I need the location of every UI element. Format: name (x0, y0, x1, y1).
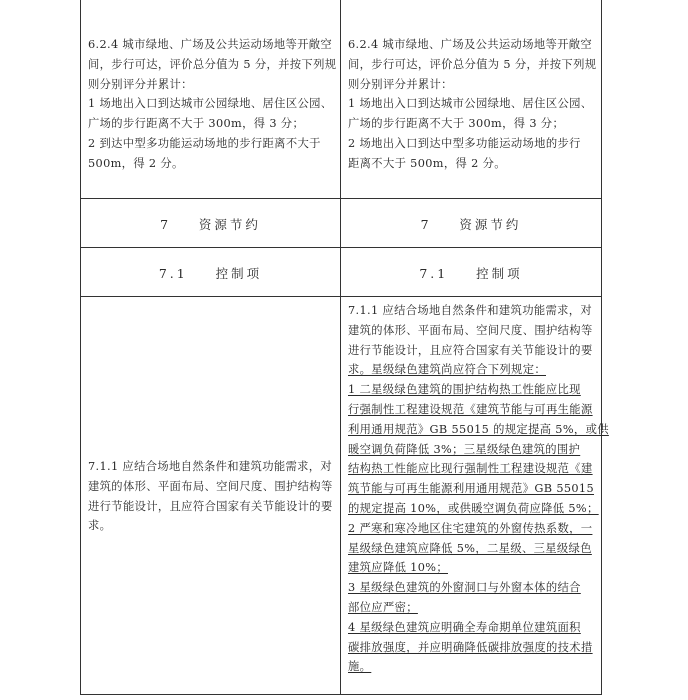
clause-line: 间，步行可达，评价总分值为 5 分，并按下列规 (348, 57, 597, 71)
clause-line: 进行节能设计，且应符合国家有关节能设计的要 (348, 343, 593, 357)
table-row-6-2-4 (81, 0, 601, 198)
chapter-heading-revised: 7 资源节约 (420, 217, 522, 232)
clause-line-revision: 利用通用规范》GB 55015 的规定提高 5%，或供 (348, 422, 609, 436)
clause-line: 2 到达中型多功能运动场地的步行距离不大于 (88, 136, 321, 150)
clause-line: 2 场地出入口到达中型多功能运动场地的步行 (348, 136, 581, 150)
clause-line: 7.1.1 应结合场地自然条件和建筑功能需求，对 (348, 304, 593, 317)
table-row-chapter-7 (81, 198, 601, 247)
clause-line: 6.2.4 城市绿地、广场及公共运动场地等开敞空 (348, 38, 593, 51)
comparison-table (80, 0, 609, 695)
clause-line-revision: 1 二星级绿色建筑的围护结构热工性能应比现 (348, 383, 581, 397)
clause-line: 广场的步行距离不大于 300m，得 3 分； (348, 117, 565, 131)
clause-line: 间，步行可达，评价总分值为 5 分，并按下列规 (88, 57, 337, 71)
cell-revised-7-1-1 (341, 297, 609, 694)
clause-line-revision: 施。 (348, 660, 372, 674)
clause-line-revision: 筑节能与可再生能源利用通用规范》GB 55015 (348, 482, 595, 496)
clause-line-revision: 2 严寒和寒冷地区住宅建筑的外窗传热系数，一 (348, 521, 593, 535)
clause-line: 求。 (88, 519, 112, 533)
clause-line: 则分别评分并累计： (348, 77, 453, 91)
clause-line-revision: 行强制性工程建设规范《建筑节能与可再生能源 (348, 402, 593, 416)
clause-line-revision: 的规定提高 10%，或供暖空调负荷应降低 5%； (348, 501, 599, 515)
clause-line: 则分别评分并累计： (88, 77, 193, 91)
cell-original-7-1-1 (81, 297, 341, 694)
section-heading-original: 7.1 控制项 (158, 266, 263, 281)
clause-line: 6.2.4 城市绿地、广场及公共运动场地等开敞空 (88, 38, 333, 51)
clause-line-revision: 求。星级绿色建筑尚应符合下列规定： (348, 363, 546, 377)
clause-line-revision: 部位应严密； (348, 600, 418, 614)
clause-line-revision: 结构热工性能应比现行强制性工程建设规范《建 (348, 462, 593, 476)
clause-line-revision: 暖空调负荷降低 3%；三星级绿色建筑的围护 (348, 442, 581, 456)
clause-line: 7.1.1 应结合场地自然条件和建筑功能需求，对 (88, 460, 333, 473)
clause-line-revision: 建筑应降低 10%； (348, 561, 448, 575)
clause-line: 广场的步行距离不大于 300m，得 3 分； (88, 117, 305, 131)
table-row-section-7-1 (81, 247, 601, 296)
clause-line: 500m，得 2 分。 (88, 156, 184, 170)
clause-line-revision: 3 星级绿色建筑的外窗洞口与外窗本体的结合 (348, 581, 581, 595)
clause-line: 建筑的体形、平面布局、空间尺度、围护结构等 (88, 479, 333, 493)
clause-line-revision: 碳排放强度，并应明确降低碳排放强度的技术措 (348, 640, 593, 654)
clause-line: 距离不大于 500m，得 2 分。 (348, 156, 506, 170)
section-heading-revised: 7.1 控制项 (419, 266, 523, 281)
chapter-heading-original: 7 资源节约 (160, 217, 261, 232)
clause-line-revision: 4 星级绿色建筑应明确全寿命期单位建筑面积 (348, 620, 581, 634)
clause-line: 进行节能设计，且应符合国家有关节能设计的要 (88, 499, 333, 513)
clause-line: 建筑的体形、平面布局、空间尺度、围护结构等 (348, 323, 593, 337)
cell-revised-6-2-4 (341, 0, 601, 198)
cell-original-6-2-4 (81, 0, 341, 198)
clause-line-revision: 星级绿色建筑应降低 5%，二星级、三星级绿色 (348, 541, 592, 555)
clause-line: 1 场地出入口到达城市公园绿地、居住区公园、 (88, 97, 333, 111)
table-row-7-1-1 (81, 296, 609, 694)
clause-line: 1 场地出入口到达城市公园绿地、居住区公园、 (348, 97, 593, 111)
